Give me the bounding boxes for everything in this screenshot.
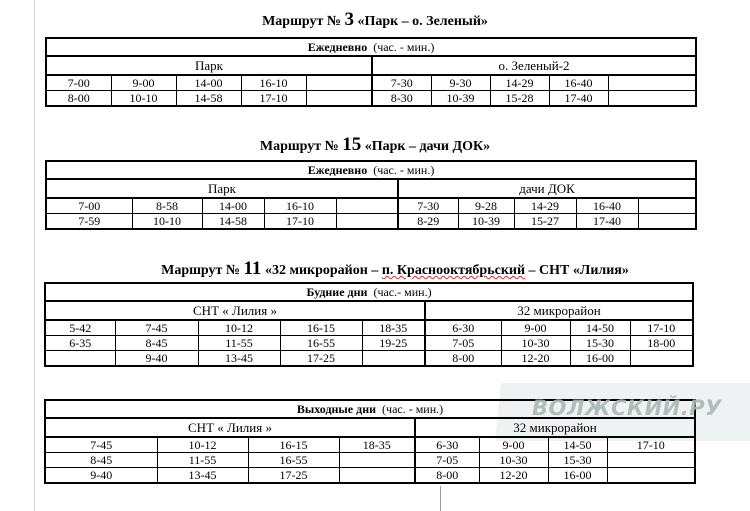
route-number: 11	[243, 258, 262, 279]
table-cell: 8-30	[372, 91, 431, 107]
table-cell: 16-10	[241, 75, 306, 91]
table-cell: 9-30	[431, 75, 490, 91]
table-cell: 17-10	[607, 437, 695, 453]
table-cell: 7-45	[45, 437, 157, 453]
header-label: Будние дни	[306, 285, 368, 299]
table-cell: 9-00	[111, 75, 176, 91]
table-cell: 10-10	[111, 91, 176, 107]
table-cell	[306, 75, 372, 91]
table-cell: 17-25	[248, 468, 339, 484]
table-cell: 9-40	[115, 351, 198, 367]
table-cell: 16-00	[548, 468, 607, 484]
table-cell: 16-40	[576, 198, 638, 214]
table-cell	[45, 351, 115, 367]
header-label: Ежедневно	[307, 40, 368, 54]
table-cell: 7-45	[115, 320, 198, 336]
table-cell: 8-45	[45, 453, 157, 468]
table-cell: 10-39	[431, 91, 490, 107]
title-route-name: «Парк – дачи ДОК»	[364, 139, 491, 154]
header-label: Выходные дни	[296, 402, 377, 416]
route-15-title	[0, 134, 750, 156]
stop-right-label: дачи ДОК	[398, 179, 696, 198]
table-cell: 18-35	[362, 320, 425, 336]
table-cell: 14-00	[202, 198, 264, 214]
table-header	[45, 283, 693, 301]
table-row	[45, 437, 695, 453]
table-cell: 16-15	[280, 320, 362, 336]
table-cell: 15-28	[490, 91, 549, 107]
table-cell: 16-40	[549, 75, 608, 91]
title-route-start: «32 микрорайон –	[264, 263, 379, 278]
table-cell: 7-30	[372, 75, 431, 91]
stop-right-label: о. Зеленый-2	[372, 56, 696, 75]
table-cell: 12-20	[501, 351, 570, 367]
stop-left-label: Парк	[46, 179, 398, 198]
route-11-weekdays-table	[44, 282, 694, 367]
stop-right-label: 32 микрорайон	[425, 301, 693, 320]
table-cell: 16-00	[570, 351, 630, 367]
table-cell: 17-25	[280, 351, 362, 367]
table-cell: 16-55	[280, 336, 362, 351]
title-route-name: «Парк – о. Зеленый»	[357, 14, 488, 29]
table-cell: 7-00	[46, 198, 132, 214]
table-cell	[608, 91, 696, 107]
table-cell	[336, 214, 398, 230]
table-cell: 14-58	[202, 214, 264, 230]
table-cell: 13-45	[198, 351, 280, 367]
table-cell: 9-00	[479, 437, 548, 453]
header-label: Ежедневно	[307, 163, 368, 177]
table-cell: 13-45	[157, 468, 248, 484]
table-cell: 8-00	[46, 91, 111, 107]
table-cell: 10-30	[479, 453, 548, 468]
table-row	[45, 351, 693, 367]
header-unit: (час. - мин.)	[373, 40, 435, 54]
table-cell: 6-30	[415, 437, 479, 453]
table-cell: 7-05	[415, 453, 479, 468]
route-3-table	[45, 37, 697, 107]
stop-left-label: Парк	[46, 56, 372, 75]
table-cell: 7-59	[46, 214, 132, 230]
table-cell: 14-50	[548, 437, 607, 453]
table-cell: 6-35	[45, 336, 115, 351]
table-row	[46, 198, 696, 214]
table-cell: 9-40	[45, 468, 157, 484]
table-row	[45, 336, 693, 351]
table-cell: 14-50	[570, 320, 630, 336]
table-cell	[638, 198, 696, 214]
table-cell: 14-29	[490, 75, 549, 91]
table-cell: 8-58	[132, 198, 202, 214]
title-prefix: Маршрут №	[262, 14, 341, 29]
table-cell: 15-30	[570, 336, 630, 351]
table-cell	[607, 453, 695, 468]
page-margin-line-right	[440, 486, 441, 511]
table-cell: 7-00	[46, 75, 111, 91]
table-cell: 18-00	[630, 336, 693, 351]
table-cell	[339, 468, 415, 484]
table-cell: 17-10	[264, 214, 336, 230]
table-cell: 18-35	[339, 437, 415, 453]
table-cell: 10-12	[157, 437, 248, 453]
table-cell: 11-55	[157, 453, 248, 468]
table-cell: 17-10	[241, 91, 306, 107]
header-unit: (час. - мин.)	[373, 163, 435, 177]
stop-right-label: 32 микрорайон	[415, 418, 695, 437]
route-number: 3	[344, 9, 354, 30]
table-cell: 10-30	[501, 336, 570, 351]
title-prefix: Маршрут №	[259, 139, 339, 154]
table-cell: 8-00	[415, 468, 479, 484]
route-3-title	[0, 9, 750, 31]
table-cell	[608, 75, 696, 91]
table-cell: 15-27	[514, 214, 576, 230]
table-cell: 17-10	[630, 320, 693, 336]
table-cell	[630, 351, 693, 367]
table-row	[45, 468, 695, 484]
watermark-logo-text: ВОЛЖСКИЙ.РУ	[532, 396, 722, 420]
table-row	[46, 75, 696, 91]
table-row	[46, 91, 696, 107]
table-cell: 14-00	[176, 75, 241, 91]
table-cell: 8-45	[115, 336, 198, 351]
title-route-end: – СНТ «Лилия»	[528, 263, 629, 278]
stop-left-label: СНТ « Лилия »	[45, 418, 415, 437]
table-cell: 6-30	[425, 320, 501, 336]
page-margin-line	[34, 0, 35, 511]
table-cell: 9-28	[458, 198, 514, 214]
table-cell: 10-10	[132, 214, 202, 230]
title-prefix: Маршрут №	[161, 263, 240, 278]
table-cell	[607, 468, 695, 484]
title-route-middle: п. Краснооктябрьский	[381, 263, 526, 278]
route-number: 15	[342, 134, 362, 155]
table-cell: 10-39	[458, 214, 514, 230]
table-cell: 10-12	[198, 320, 280, 336]
table-cell: 14-29	[514, 198, 576, 214]
table-row	[45, 453, 695, 468]
table-cell: 8-29	[398, 214, 458, 230]
table-cell: 16-10	[264, 198, 336, 214]
table-cell	[362, 351, 425, 367]
table-cell	[306, 91, 372, 107]
table-cell: 5-42	[45, 320, 115, 336]
table-cell: 16-55	[248, 453, 339, 468]
table-cell: 7-30	[398, 198, 458, 214]
table-cell: 17-40	[576, 214, 638, 230]
table-cell: 19-25	[362, 336, 425, 351]
route-11-title	[40, 258, 750, 280]
header-unit: (час.- мин.)	[373, 285, 432, 299]
table-cell: 14-58	[176, 91, 241, 107]
table-cell: 15-30	[548, 453, 607, 468]
table-row	[45, 320, 693, 336]
table-cell	[339, 453, 415, 468]
stop-left-label: СНТ « Лилия »	[45, 301, 425, 320]
table-cell: 7-05	[425, 336, 501, 351]
table-cell: 17-40	[549, 91, 608, 107]
table-header	[46, 38, 696, 56]
table-cell	[638, 214, 696, 230]
table-cell: 9-00	[501, 320, 570, 336]
table-cell: 16-15	[248, 437, 339, 453]
table-cell: 11-55	[198, 336, 280, 351]
table-cell: 8-00	[425, 351, 501, 367]
table-cell: 12-20	[479, 468, 548, 484]
header-unit: (час. - мин.)	[382, 402, 444, 416]
table-cell	[336, 198, 398, 214]
table-row	[46, 214, 696, 230]
table-header	[46, 161, 696, 179]
route-15-table	[45, 160, 697, 230]
